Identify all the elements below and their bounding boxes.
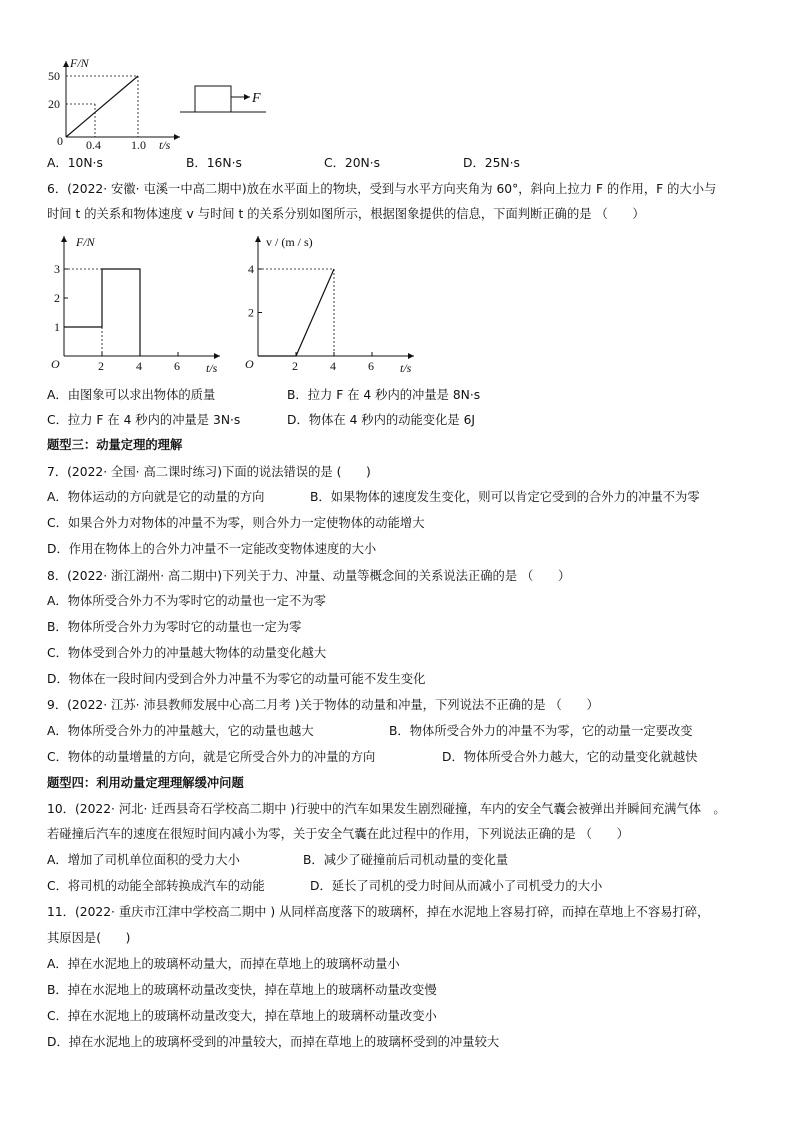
q9-option-c[interactable]: C．物体的动量增量的方向，就是它所受合外力的冲量的方向 — [47, 750, 376, 764]
x-tick-label-6: 6 — [174, 359, 180, 373]
q10-option-a[interactable]: A．增加了司机单位面积的受力大小 — [47, 853, 240, 867]
q11-option-d[interactable]: D．掉在水泥地上的玻璃杯受到的冲量较大，而掉在草地上的玻璃杯受到的冲量较大 — [47, 1035, 500, 1049]
x-axis-label: t/s — [159, 138, 171, 152]
q6-option-a[interactable]: A．由图象可以求出物体的质量 — [47, 388, 216, 402]
q9-option-b[interactable]: B．物体所受合外力的冲量不为零，它的动量一定要改变 — [389, 724, 693, 738]
x-tick-label-4: 4 — [136, 359, 142, 373]
origin-label: O — [51, 357, 60, 371]
q11-option-b[interactable]: B．掉在水泥地上的玻璃杯动量改变快，掉在草地上的玻璃杯动量改变慢 — [47, 983, 437, 997]
origin-label: O — [245, 357, 254, 371]
q10-stem-line2: 若碰撞后汽车的速度在很短时间内减小为零，关于安全气囊在此过程中的作用，下列说法正确的是 （ ） — [47, 827, 629, 841]
q11-stem-line1: 11．(2022· 重庆市江津中学校高二期中 ) 从同样高度落下的玻璃杯，掉在水泥地上容易打碎，而掉在草地上不容易打碎， — [47, 905, 710, 919]
y-axis-label: F/N — [70, 56, 89, 70]
force-line — [66, 76, 138, 137]
tick-x-1.0: 1.0 — [131, 138, 146, 152]
q6-stem-line1: 6．(2022· 安徽· 屯溪一中高二期中)放在水平面上的物块，受到与水平方向夹角为 60°，斜向上拉力 F 的作用，F 的大小与 — [47, 182, 717, 196]
force-step-line — [64, 269, 140, 356]
q7-option-b[interactable]: B．如果物体的速度发生变化，则可以肯定它受到的合外力的冲量不为零 — [310, 490, 700, 504]
y-tick-label-2: 2 — [54, 291, 60, 305]
q5-option-b[interactable]: B．16N·s — [186, 156, 242, 170]
q10-option-c[interactable]: C．将司机的动能全部转换成汽车的动能 — [47, 879, 265, 893]
q9-option-a[interactable]: A．物体所受合外力的冲量越大，它的动量也越大 — [47, 724, 314, 738]
q9-stem: 9．(2022· 江苏· 沛县教师发展中心高二月考 )关于物体的动量和冲量，下列说法不正确的是 （ ） — [47, 698, 599, 712]
q5-option-a[interactable]: A．10N·s — [47, 156, 103, 170]
q11-option-c[interactable]: C．掉在水泥地上的玻璃杯动量改变大，掉在草地上的玻璃杯动量改变小 — [47, 1009, 437, 1023]
velocity-line — [258, 269, 334, 356]
tick-y-50: 50 — [48, 69, 60, 83]
q6-force-time-chart — [48, 232, 228, 380]
q7-option-d[interactable]: D．作用在物体上的合外力冲量不一定能改变物体速度的大小 — [47, 542, 377, 556]
force-label: F — [252, 91, 261, 106]
q8-option-a[interactable]: A．物体所受合外力不为零时它的动量也一定不为零 — [47, 594, 326, 608]
tick-x-0.4: 0.4 — [86, 138, 101, 152]
q7-stem: 7．(2022· 全国· 高二课时练习)下面的说法错误的是 ( ) — [47, 465, 371, 479]
x-tick-label-2: 2 — [292, 359, 298, 373]
q5-force-time-graph — [40, 55, 290, 153]
y-tick-label-1: 1 — [54, 320, 60, 334]
q8-option-d[interactable]: D．物体在一段时间内受到合外力冲量不为零它的动量可能不发生变化 — [47, 672, 426, 686]
section-3-heading: 题型三：动量定理的理解 — [47, 438, 183, 452]
block — [195, 86, 231, 112]
q5-option-c[interactable]: C．20N·s — [324, 156, 381, 170]
q6-option-c[interactable]: C．拉力 F 在 4 秒内的冲量是 3N·s — [47, 413, 241, 427]
q10-option-b[interactable]: B．减少了碰撞前后司机动量的变化量 — [303, 853, 509, 867]
q8-option-b[interactable]: B．物体所受合外力为零时它的动量也一定为零 — [47, 620, 302, 634]
y-tick-label-2: 2 — [248, 305, 254, 320]
q6-stem-line2: 时间 t 的关系和物体速度 v 与时间 t 的关系分别如图所示，根据图象提供的信息，下面判断正确的是 （ ） — [47, 207, 645, 221]
x-axis-label: t/s — [400, 361, 412, 375]
tick-origin: 0 — [57, 134, 63, 148]
x-tick-label-6: 6 — [368, 359, 374, 373]
x-tick-label-2: 2 — [98, 359, 104, 373]
y-axis-label: F/N — [76, 235, 95, 249]
y-axis-label: v / (m / s) — [266, 235, 313, 249]
x-axis-label: t/s — [206, 361, 218, 375]
q6-option-b[interactable]: B．拉力 F 在 4 秒内的冲量是 8N·s — [287, 388, 481, 402]
q8-stem: 8．(2022· 浙江湖州· 高二期中)下列关于力、冲量、动量等概念间的关系说法正确的是 （ ） — [47, 569, 571, 583]
q5-option-d[interactable]: D．25N·s — [463, 156, 520, 170]
q6-velocity-time-chart — [242, 232, 422, 380]
tick-y-20: 20 — [48, 97, 60, 111]
q11-stem-line2: 其原因是( ) — [47, 931, 131, 945]
q9-option-d[interactable]: D．物体所受合外力越大，它的动量变化就越快 — [442, 750, 698, 764]
q10-stem-line1: 10．(2022· 河北· 迁西县奇石学校高二期中 )行驶中的汽车如果发生剧烈碰撞，车内的安全气囊会被弹出并瞬间充满气体 。 — [47, 802, 726, 816]
q7-option-c[interactable]: C．如果合外力对物体的冲量不为零，则合外力一定使物体的动能增大 — [47, 516, 425, 530]
q7-option-a[interactable]: A．物体运动的方向就是它的动量的方向 — [47, 490, 265, 504]
y-tick-label-3: 3 — [54, 262, 60, 276]
q11-option-a[interactable]: A．掉在水泥地上的玻璃杯动量大，而掉在草地上的玻璃杯动量小 — [47, 957, 400, 971]
q6-option-d[interactable]: D．物体在 4 秒内的动能变化是 6J — [287, 413, 476, 427]
y-tick-label-4: 4 — [248, 262, 254, 276]
q10-option-d[interactable]: D．延长了司机的受力时间从而减小了司机受力的大小 — [310, 879, 603, 893]
section-4-heading: 题型四：利用动量定理理解缓冲问题 — [47, 776, 244, 790]
x-tick-label-4: 4 — [330, 359, 336, 373]
q8-option-c[interactable]: C．物体受到合外力的冲量越大物体的动量变化越大 — [47, 646, 327, 660]
